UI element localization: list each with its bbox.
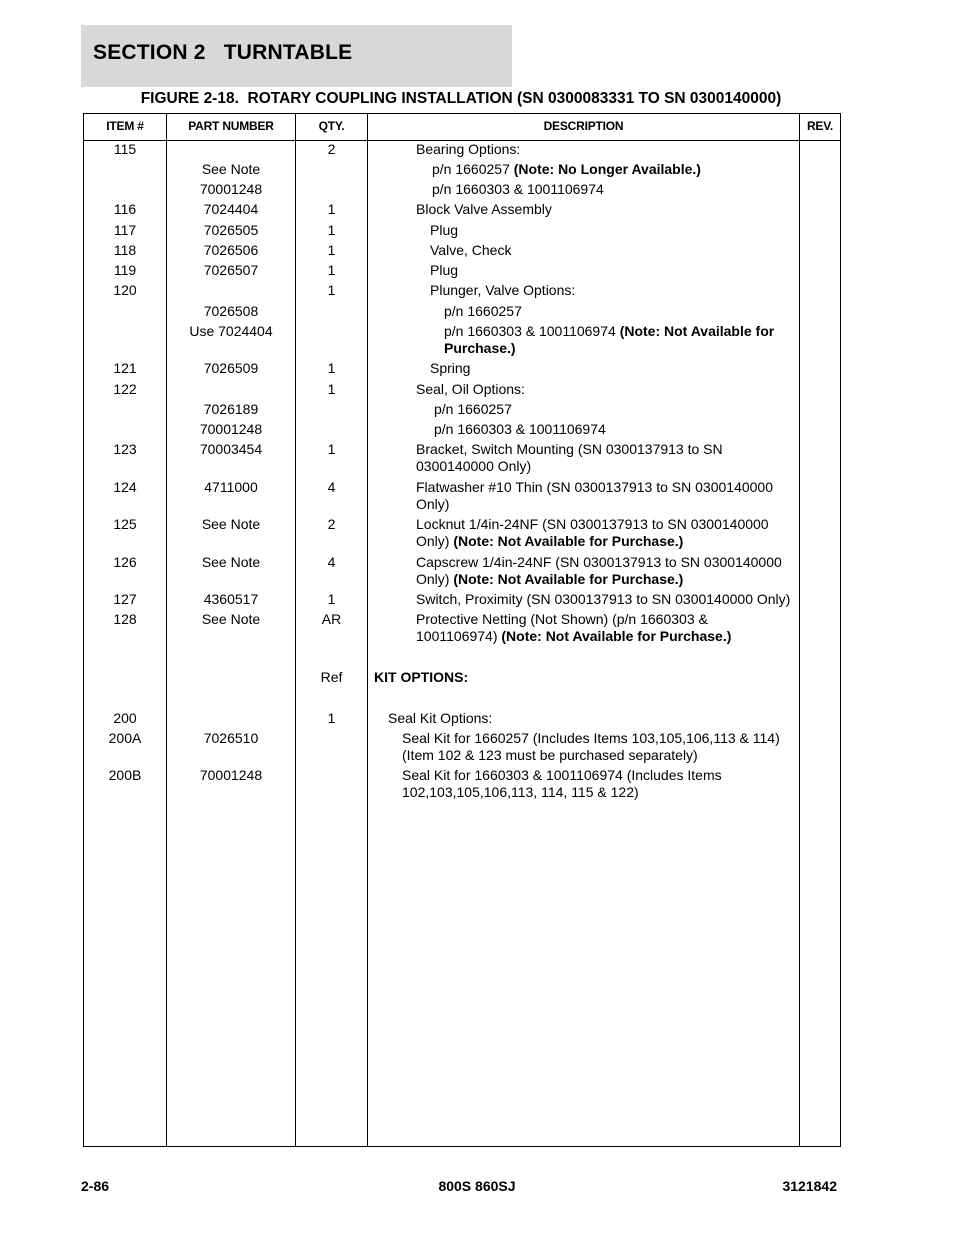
description-note: KIT OPTIONS: — [374, 669, 469, 685]
part-number: 70001248 — [199, 421, 263, 437]
quantity: 1 — [327, 242, 336, 258]
description-text: Bracket, Switch Mounting (SN 0300137913 to SN 0300140000 Only) — [416, 441, 723, 474]
quantity: 1 — [327, 201, 336, 217]
quantity: 1 — [327, 710, 336, 726]
header-item: ITEM # — [106, 119, 144, 133]
header-qty: QTY. — [318, 119, 345, 133]
description — [402, 730, 791, 764]
parts-table — [83, 113, 841, 1147]
quantity: 1 — [327, 222, 336, 238]
part-number: 7026509 — [203, 360, 259, 376]
description-text: Flatwasher #10 Thin (SN 0300137913 to SN 0300140000 Only) — [416, 479, 773, 512]
column-divider — [799, 114, 800, 1146]
doc-number: 3121842 — [782, 1178, 837, 1194]
item-number: 117 — [113, 222, 137, 238]
quantity: 1 — [327, 262, 336, 278]
section-banner — [81, 25, 512, 87]
item-number: 122 — [113, 381, 137, 397]
description — [430, 242, 791, 259]
description-text: p/n 1660257 — [434, 401, 512, 417]
header-rev: REV. — [806, 119, 834, 133]
description — [432, 161, 791, 178]
description-text: Plug — [430, 262, 459, 278]
part-number: See Note — [201, 516, 261, 532]
description — [430, 262, 791, 279]
figure-title: FIGURE 2-18. ROTARY COUPLING INSTALLATION (SN 0300083331 TO SN 0300140000) — [140, 90, 782, 107]
quantity: 1 — [327, 282, 336, 298]
part-number: 7026189 — [203, 401, 259, 417]
description-text: Locknut 1/4in-24NF (SN 0300137913 to SN 0300140000 Only) — [416, 516, 769, 549]
description — [374, 669, 791, 686]
description — [402, 767, 791, 801]
description-text: Seal Kit Options: — [388, 710, 493, 726]
item-number: 121 — [113, 360, 137, 376]
description-text: Bearing Options: — [416, 141, 521, 157]
description — [416, 201, 791, 218]
page-number: 2-86 — [81, 1178, 110, 1194]
part-number: Use 7024404 — [189, 323, 273, 339]
part-number: 70001248 — [199, 181, 263, 197]
description — [430, 222, 791, 239]
part-number: 70003454 — [199, 441, 263, 457]
item-number: 118 — [113, 242, 137, 258]
table-header — [84, 114, 840, 141]
part-number: 7026506 — [203, 242, 259, 258]
description-text: p/n 1660257 — [432, 161, 514, 177]
description-text: Spring — [430, 360, 471, 376]
part-number: 4711000 — [204, 479, 258, 495]
description — [434, 401, 791, 418]
item-number: 128 — [113, 611, 137, 627]
section-title: SECTION 2 TURNTABLE — [93, 41, 353, 64]
quantity: 1 — [327, 591, 336, 607]
description-note: (Note: No Longer Available.) — [513, 161, 701, 177]
part-number: 7026510 — [203, 730, 259, 746]
part-number: See Note — [201, 554, 261, 570]
column-divider — [367, 114, 368, 1146]
description — [416, 516, 791, 550]
part-number: See Note — [201, 611, 261, 627]
description-text: Seal, Oil Options: — [416, 381, 525, 397]
model-name: 800S 860SJ — [438, 1178, 516, 1194]
item-number: 125 — [113, 516, 137, 532]
part-number: 70001248 — [199, 767, 263, 783]
description — [416, 479, 791, 513]
item-number: 123 — [113, 441, 137, 457]
item-number: 200A — [108, 730, 142, 746]
part-number: 4360517 — [203, 591, 259, 607]
description — [430, 360, 791, 377]
description-note: (Note: Not Available for Purchase.) — [501, 628, 732, 644]
quantity: 1 — [327, 441, 336, 457]
description-text: Block Valve Assembly — [416, 201, 552, 217]
quantity: 1 — [327, 381, 336, 397]
description-text: Protective Netting (Not Shown) (p/n 1660303 & 1001106974) — [416, 611, 708, 644]
item-number: 127 — [113, 591, 137, 607]
quantity: 2 — [327, 516, 336, 532]
quantity: 4 — [327, 554, 336, 570]
description — [432, 181, 791, 198]
header-description: DESCRIPTION — [543, 119, 624, 133]
item-number: 126 — [113, 554, 137, 570]
description-text: p/n 1660257 — [444, 303, 522, 319]
description-text: p/n 1660303 & 1001106974 — [432, 181, 604, 197]
description — [434, 421, 791, 438]
description-text: Plunger, Valve Options: — [430, 282, 576, 298]
description-text: p/n 1660303 & 1001106974 — [444, 323, 620, 339]
description-note: (Note: Not Available for Purchase.) — [453, 571, 684, 587]
description — [416, 381, 791, 398]
description-text: Capscrew 1/4in-24NF (SN 0300137913 to SN 0300140000 Only) — [416, 554, 782, 587]
quantity: Ref — [320, 669, 343, 685]
quantity: 2 — [327, 141, 336, 157]
description — [416, 554, 791, 588]
description — [444, 323, 791, 357]
item-number: 116 — [113, 201, 137, 217]
description — [430, 282, 791, 299]
description-text: Plug — [430, 222, 459, 238]
description — [388, 710, 791, 727]
description-text: Seal Kit for 1660303 & 1001106974 (Includes Items 102,103,105,106,113, 114, 115 & 122) — [402, 767, 722, 800]
quantity: AR — [321, 611, 342, 627]
description — [444, 303, 791, 320]
description-text: p/n 1660303 & 1001106974 — [434, 421, 606, 437]
description — [416, 611, 791, 645]
item-number: 119 — [113, 262, 137, 278]
item-number: 200B — [108, 767, 142, 783]
description-text: Seal Kit for 1660257 (Includes Items 103,105,106,113 & 114) (Item 102 & 123 must be purchased separately) — [402, 730, 780, 763]
description-note: (Note: Not Available for Purchase.) — [453, 533, 684, 549]
item-number: 124 — [113, 479, 137, 495]
quantity: 4 — [327, 479, 336, 495]
description — [416, 141, 791, 158]
description-text: Switch, Proximity (SN 0300137913 to SN 0300140000 Only) — [416, 591, 791, 607]
part-number: 7026505 — [203, 222, 259, 238]
quantity: 1 — [327, 360, 336, 376]
part-number: See Note — [201, 161, 261, 177]
description — [416, 591, 791, 608]
item-number: 200 — [113, 710, 137, 726]
description-text: Valve, Check — [430, 242, 512, 258]
part-number: 7024404 — [203, 201, 259, 217]
description — [416, 441, 791, 475]
description-note: (Note: Not Available for Purchase.) — [444, 323, 775, 356]
item-number: 115 — [113, 141, 137, 157]
part-number: 7026507 — [203, 262, 259, 278]
part-number: 7026508 — [203, 303, 259, 319]
header-part-number: PART NUMBER — [188, 119, 274, 133]
item-number: 120 — [113, 282, 137, 298]
